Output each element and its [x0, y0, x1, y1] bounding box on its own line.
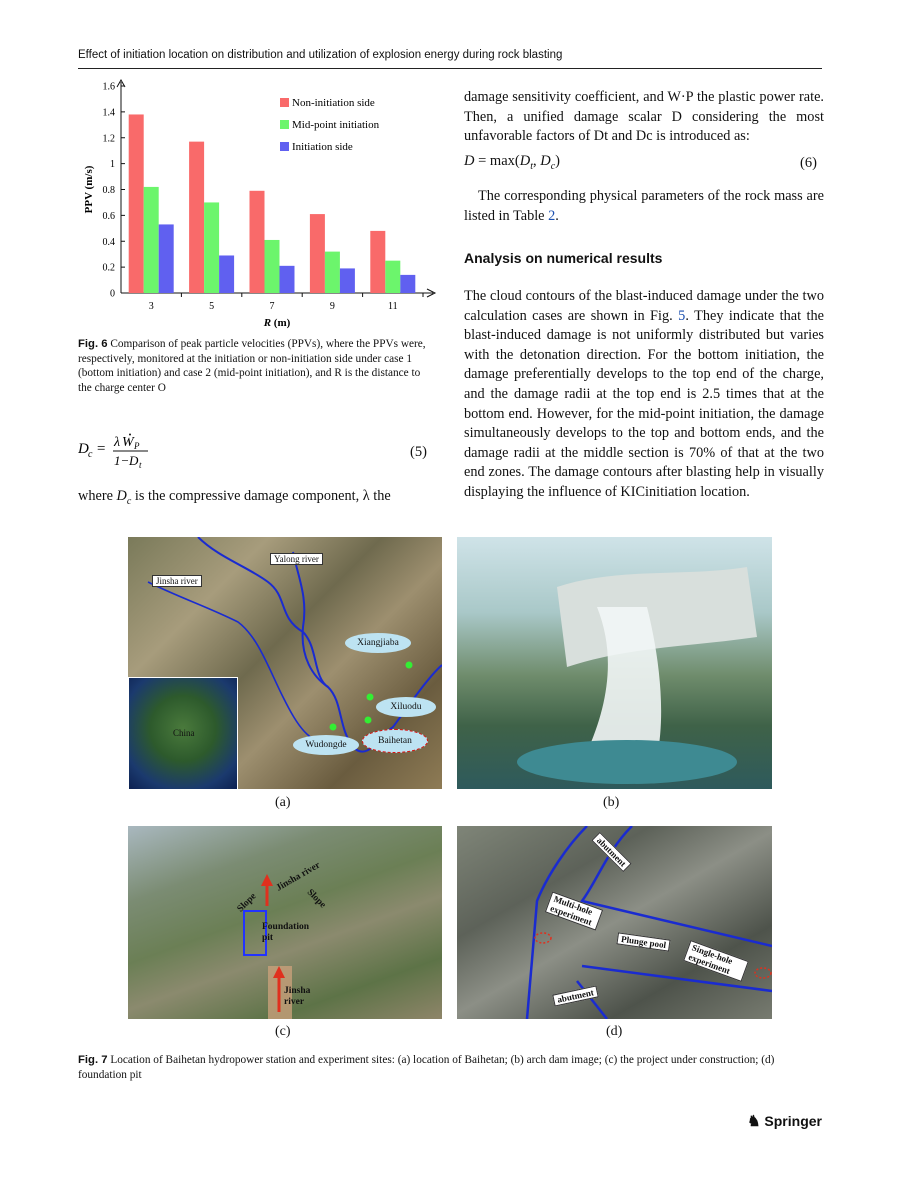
sublabel-c: (c)	[275, 1024, 291, 1039]
x-tick-label: 11	[387, 301, 398, 312]
bar	[370, 231, 385, 293]
legend-label: Initiation side	[292, 141, 353, 153]
y-tick-label: 0	[110, 288, 115, 300]
label-baihetan: Baihetan	[362, 729, 428, 753]
y-tick-label: 0.6	[102, 210, 115, 222]
label-plunge-pool: Plunge pool	[616, 932, 670, 951]
y-axis-label: PPV (m/s)	[83, 165, 95, 214]
legend-swatch	[280, 142, 289, 151]
label-abutment-top: abutment	[591, 832, 631, 872]
label-jinsha-river-top: Jinsha river	[274, 860, 323, 894]
fig6-chart	[78, 78, 443, 330]
y-tick-label: 0.4	[102, 236, 115, 248]
right-para1: damage sensitivity coefficient, and W·P the plastic power rate. Then, a unified damage scalar D considering the most unfavorable factors of Dt and Dc is introduced as:	[464, 89, 824, 145]
bar	[159, 224, 174, 293]
fig6-caption-text: Comparison of peak particle velocities (PPVs), where the PPVs were, respectively, monitored at the initiation or non-initiation side under case 1 (bottom initiation) and case 2 (mid-point initiation), and R is the distance to the charge center O	[78, 338, 426, 394]
label-slope-right: Slope	[304, 887, 328, 911]
publisher-logo: ♞ Springer	[747, 1113, 822, 1130]
bar	[340, 268, 355, 293]
bar-chart-svg	[78, 78, 443, 330]
equation-6: $D = \max(D_t$, $D_c$)	[464, 153, 561, 172]
bar	[385, 261, 400, 293]
label-multi-hole: Multi-hole experiment	[545, 891, 603, 930]
panel-d-pit-photo	[457, 826, 772, 1019]
sublabel-a: (a)	[275, 795, 291, 810]
eq5-number: (5)	[410, 444, 427, 460]
figure-ref[interactable]: 5	[678, 307, 686, 324]
y-tick-label: 1.6	[102, 81, 115, 93]
panel-a-map	[128, 537, 442, 789]
x-axis-label: R (m)	[263, 317, 291, 329]
eq6-number: (6)	[800, 155, 817, 171]
china-inset-map: China	[128, 677, 238, 789]
legend-swatch	[280, 120, 289, 129]
right-para2: The corresponding physical parameters of the rock mass are listed in Table 2.	[464, 188, 824, 224]
legend-label: Non-initiation side	[292, 97, 375, 109]
svg-text:c: c	[88, 449, 93, 460]
section-heading: Analysis on numerical results	[464, 250, 663, 266]
label-foundation-pit: Foundation pit	[262, 922, 309, 943]
equation-5	[78, 432, 168, 472]
legend-swatch	[280, 98, 289, 107]
sublabel-b: (b)	[603, 795, 620, 810]
label-slope-left: Slope	[235, 891, 259, 915]
label-wudongde: Wudongde	[293, 735, 359, 755]
bar	[204, 202, 219, 293]
table-ref[interactable]: 2	[548, 207, 556, 224]
svg-text:D: D	[129, 453, 139, 468]
svg-text:λ: λ	[114, 435, 121, 450]
fig7-caption-text: Location of Baihetan hydropower station and experiment sites: (a) location of Baihetan; (b) arch dam image; (c) the project under construction; (d) foundation pit	[78, 1054, 775, 1081]
svg-text:=: =	[96, 441, 107, 457]
bar	[189, 142, 204, 293]
bar	[310, 214, 325, 293]
springer-horse-icon: ♞	[747, 1113, 761, 1130]
label-xiluodu: Xiluodu	[376, 697, 436, 717]
legend-label: Mid-point initiation	[292, 119, 380, 131]
label-yalong-river: Yalong river	[270, 553, 323, 565]
label-single-hole: Single-hole experiment	[683, 940, 749, 982]
fig7-caption	[78, 1053, 823, 1082]
svg-text:W: W	[122, 435, 134, 450]
left-para-after-eq5: where $D_c$ is the compressive damage component, λ the	[78, 488, 391, 507]
svg-text:P: P	[134, 441, 140, 451]
label-jinsha-river-bottom: Jinsha river	[284, 986, 311, 1007]
panel-b-dam-photo	[457, 537, 772, 789]
panel-c-site-photo	[128, 826, 442, 1019]
x-tick-label: 7	[269, 301, 275, 312]
fig7-label: Fig. 7	[78, 1054, 108, 1066]
y-tick-label: 1.2	[102, 133, 115, 145]
fig6-caption	[78, 337, 434, 395]
svg-text:D: D	[78, 441, 89, 457]
bar	[129, 114, 144, 293]
y-tick-label: 1	[110, 159, 115, 171]
y-tick-label: 0.2	[102, 262, 115, 274]
bar	[250, 191, 265, 293]
right-para3: The cloud contours of the blast-induced damage under the two calculation cases are shown in Fig. 5. They indicate that the blast-induced damage is not uniformly distributed but varies with the detonation direction. For the bottom initiation, the damage preferentially develops to the top end of the charge, and the damage radii at the top end is 2.5 times that at the bottom end. However, for the mid-point initiation, the damage simultaneously develops to the top and bottom ends, and the damage radii at the middle section is 70% of that at the two end zones. The damage contours after blasting help in visually displaying the influence of KICinitiation location.	[464, 288, 824, 500]
bar	[280, 266, 295, 293]
svg-text:t: t	[139, 460, 142, 470]
label-jinsha-river: Jinsha river	[152, 575, 202, 587]
label-abutment-bottom: abutment	[552, 985, 599, 1006]
svg-text:1−: 1−	[114, 453, 130, 468]
x-tick-label: 3	[148, 301, 154, 312]
bar	[265, 240, 280, 293]
y-tick-label: 0.8	[102, 185, 115, 196]
fig6-label: Fig. 6	[78, 338, 108, 350]
running-header: Effect of initiation location on distribution and utilization of explosion energy during rock blasting	[78, 49, 563, 61]
x-tick-label: 5	[209, 301, 215, 312]
bar	[219, 255, 234, 293]
y-tick-label: 1.4	[102, 107, 115, 119]
sublabel-d: (d)	[606, 1024, 623, 1039]
bar	[400, 275, 415, 293]
label-xiangjiaba: Xiangjiaba	[345, 633, 411, 653]
x-tick-label: 9	[329, 301, 335, 312]
header-rule	[78, 68, 822, 69]
bar	[144, 187, 159, 293]
bar	[325, 252, 340, 293]
